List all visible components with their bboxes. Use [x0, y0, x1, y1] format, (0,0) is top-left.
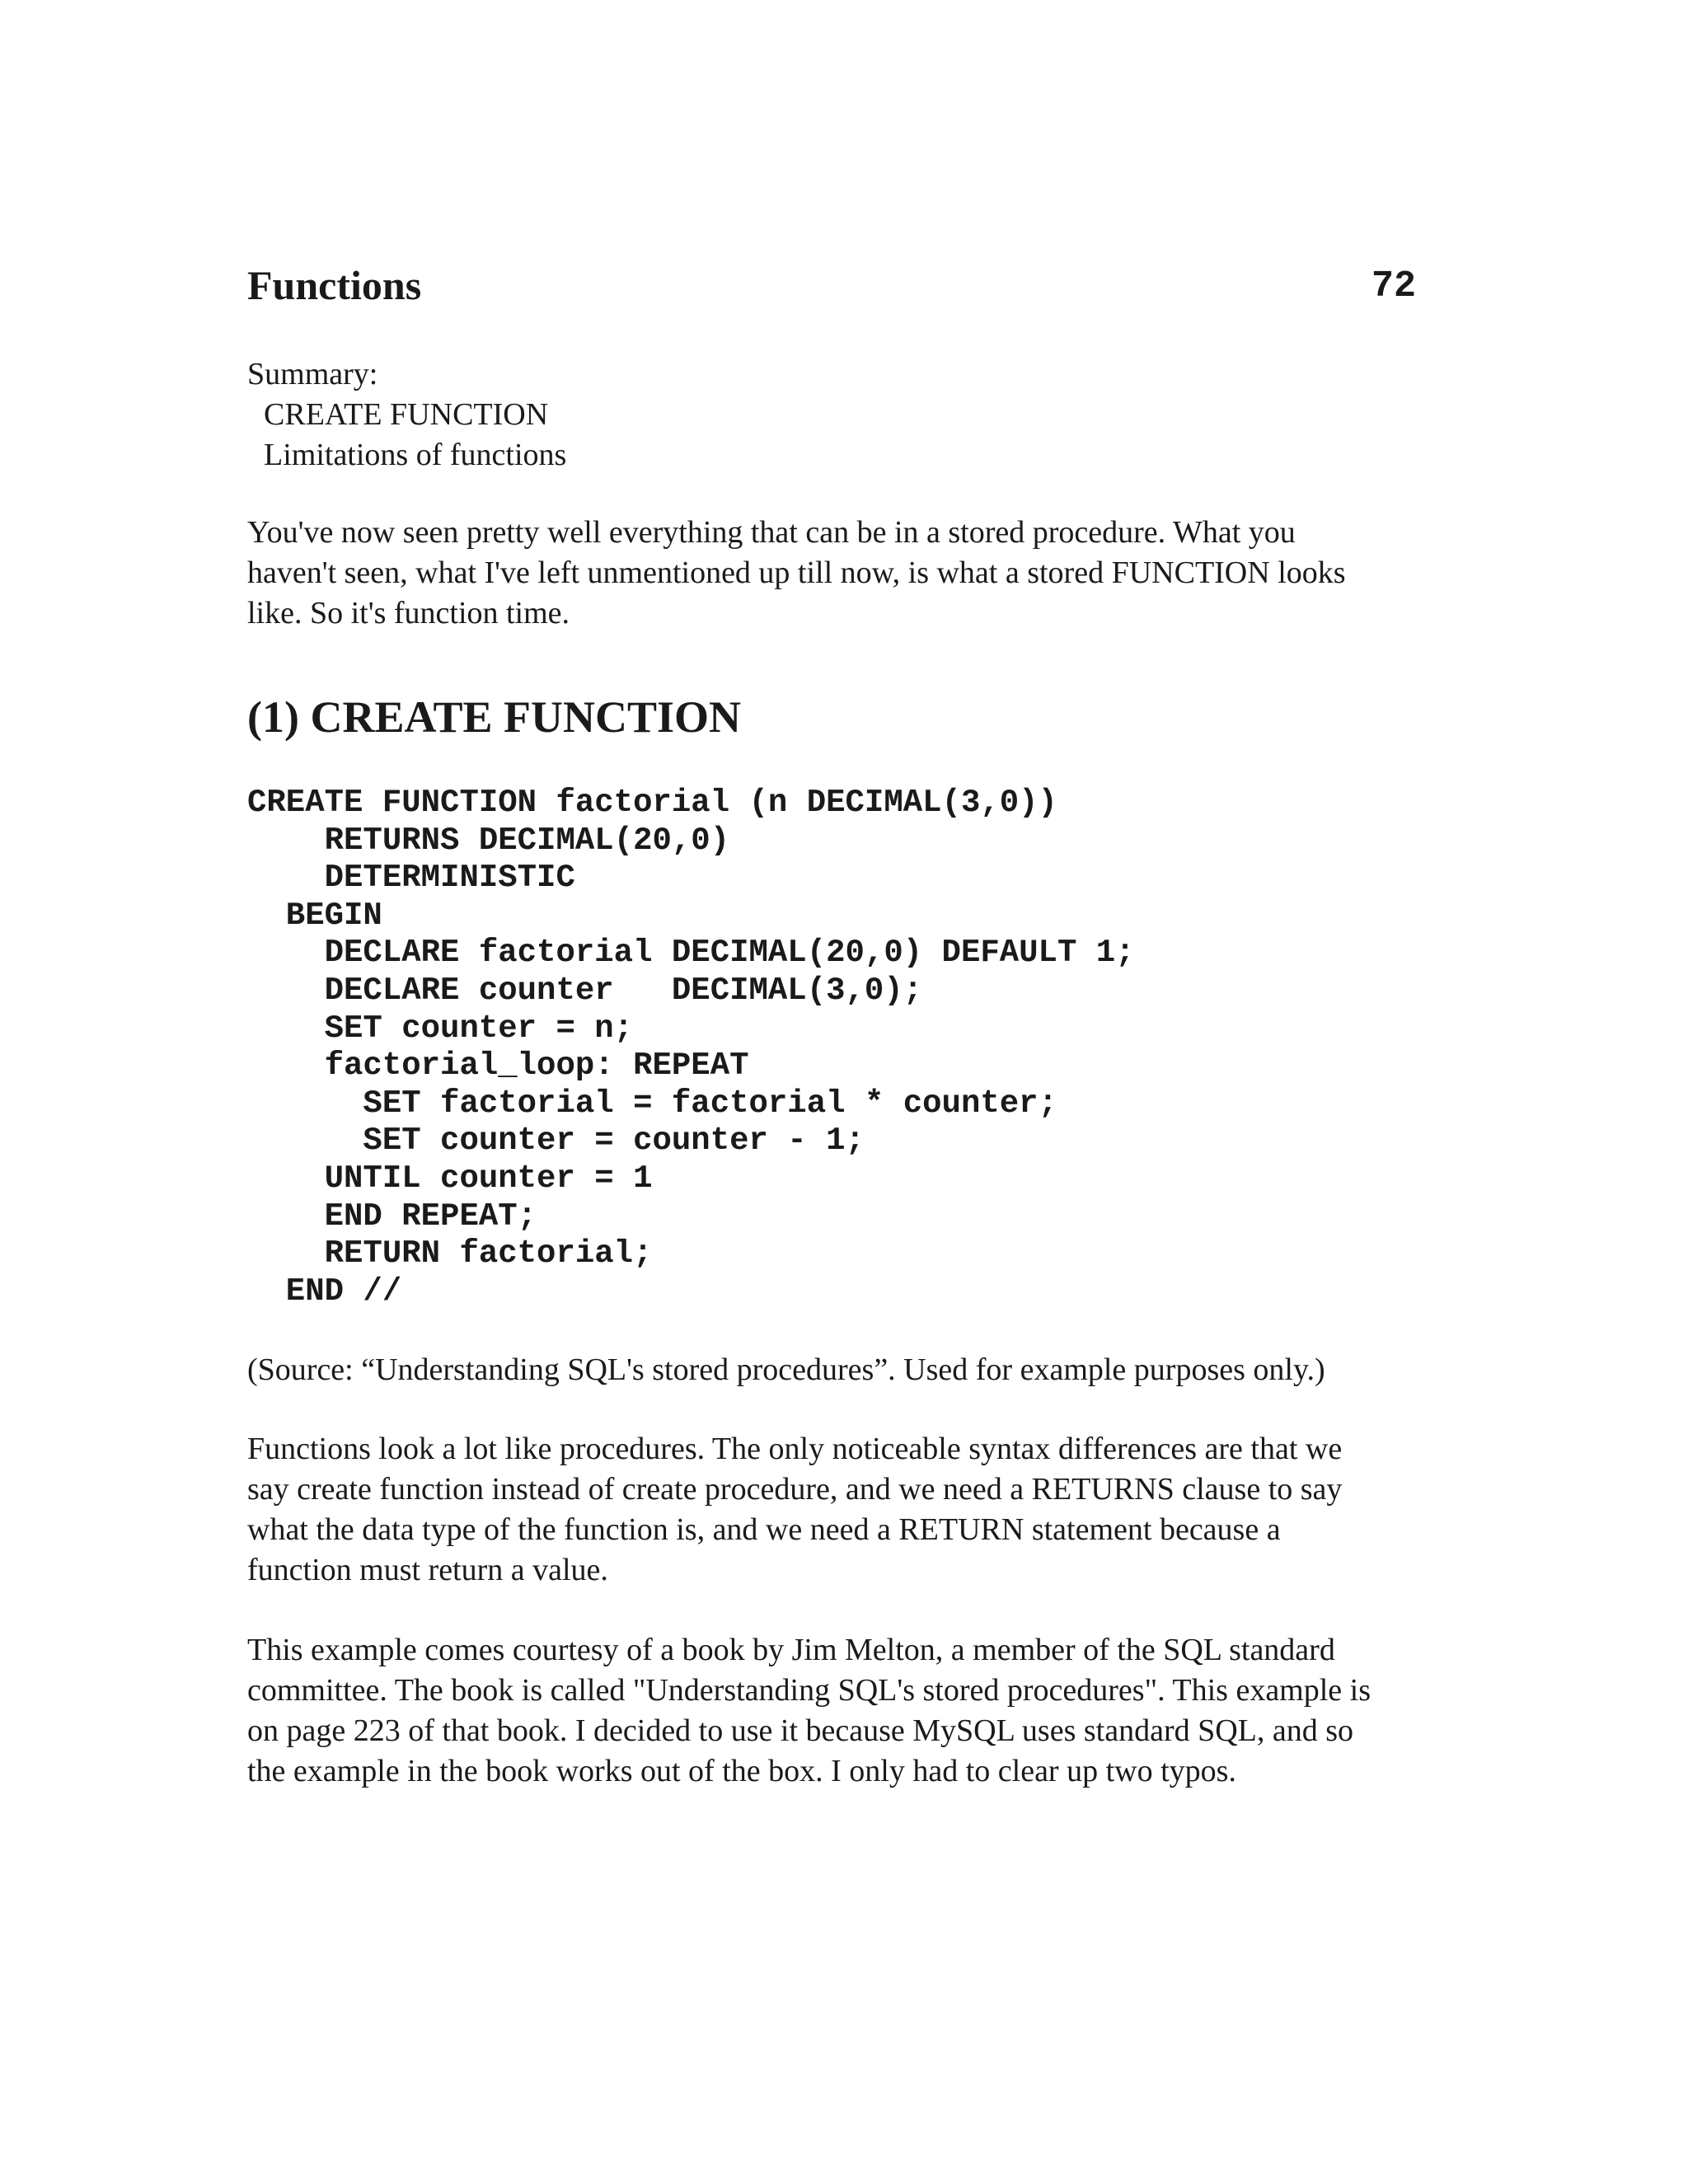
example-paragraph	[247, 1630, 1451, 1792]
paragraph-line: like. So it's function time.	[247, 596, 570, 630]
paragraph-line: Functions look a lot like procedures. The only noticeable syntax differences are that we	[247, 1432, 1343, 1466]
summary-item: Limitations of functions	[264, 438, 567, 472]
code-block	[247, 785, 1135, 1310]
code-line: factorial_loop: REPEAT	[247, 1047, 749, 1085]
code-line: SET counter = n;	[247, 1010, 634, 1047]
code-line: UNTIL counter = 1	[247, 1160, 653, 1197]
page-number: 72	[1371, 265, 1416, 307]
code-line: SET factorial = factorial * counter;	[247, 1085, 1057, 1122]
source-note	[247, 1350, 1451, 1390]
code-line: CREATE FUNCTION factorial (n DECIMAL(3,0))	[247, 785, 1057, 821]
paragraph-line: on page 223 of that book. I decided to use it because MySQL uses standard SQL, and so	[247, 1713, 1354, 1748]
paragraph-line: This example comes courtesy of a book by Jim Melton, a member of the SQL standard	[247, 1633, 1335, 1667]
summary-label: Summary:	[247, 357, 378, 391]
source-note-text: (Source: “Understanding SQL's stored procedures”. Used for example purposes only.)	[247, 1352, 1325, 1387]
paragraph-line: committee. The book is called "Understanding SQL's stored procedures". This example is	[247, 1673, 1372, 1708]
paragraph-line: haven't seen, what I've left unmentioned up till now, is what a stored FUNCTION looks	[247, 555, 1346, 590]
code-line: END REPEAT;	[247, 1197, 537, 1235]
paragraph-line: what the data type of the function is, and we need a RETURN statement because a	[247, 1512, 1281, 1547]
chapter-title: Functions	[247, 262, 422, 308]
code-line: END //	[247, 1272, 402, 1310]
code-line: RETURN factorial;	[247, 1235, 653, 1272]
section-heading: (1) CREATE FUNCTION	[247, 692, 742, 742]
summary-block	[247, 354, 566, 476]
code-line: SET counter = counter - 1;	[247, 1122, 865, 1160]
paragraph-line: say create function instead of create procedure, and we need a RETURNS clause to say	[247, 1472, 1343, 1507]
paragraph-line: function must return a value.	[247, 1553, 608, 1587]
code-line: BEGIN	[247, 897, 382, 934]
functions-paragraph	[247, 1429, 1451, 1591]
code-line: DECLARE counter DECIMAL(3,0);	[247, 972, 923, 1009]
intro-paragraph	[247, 513, 1451, 634]
paragraph-line: the example in the book works out of the box. I only had to clear up two typos.	[247, 1754, 1236, 1788]
code-line: RETURNS DECIMAL(20,0)	[247, 822, 730, 859]
code-line: DETERMINISTIC	[247, 860, 575, 897]
paragraph-line: You've now seen pretty well everything that can be in a stored procedure. What you	[247, 515, 1296, 550]
code-line: DECLARE factorial DECIMAL(20,0) DEFAULT 1;	[247, 935, 1135, 972]
summary-item: CREATE FUNCTION	[264, 397, 549, 432]
